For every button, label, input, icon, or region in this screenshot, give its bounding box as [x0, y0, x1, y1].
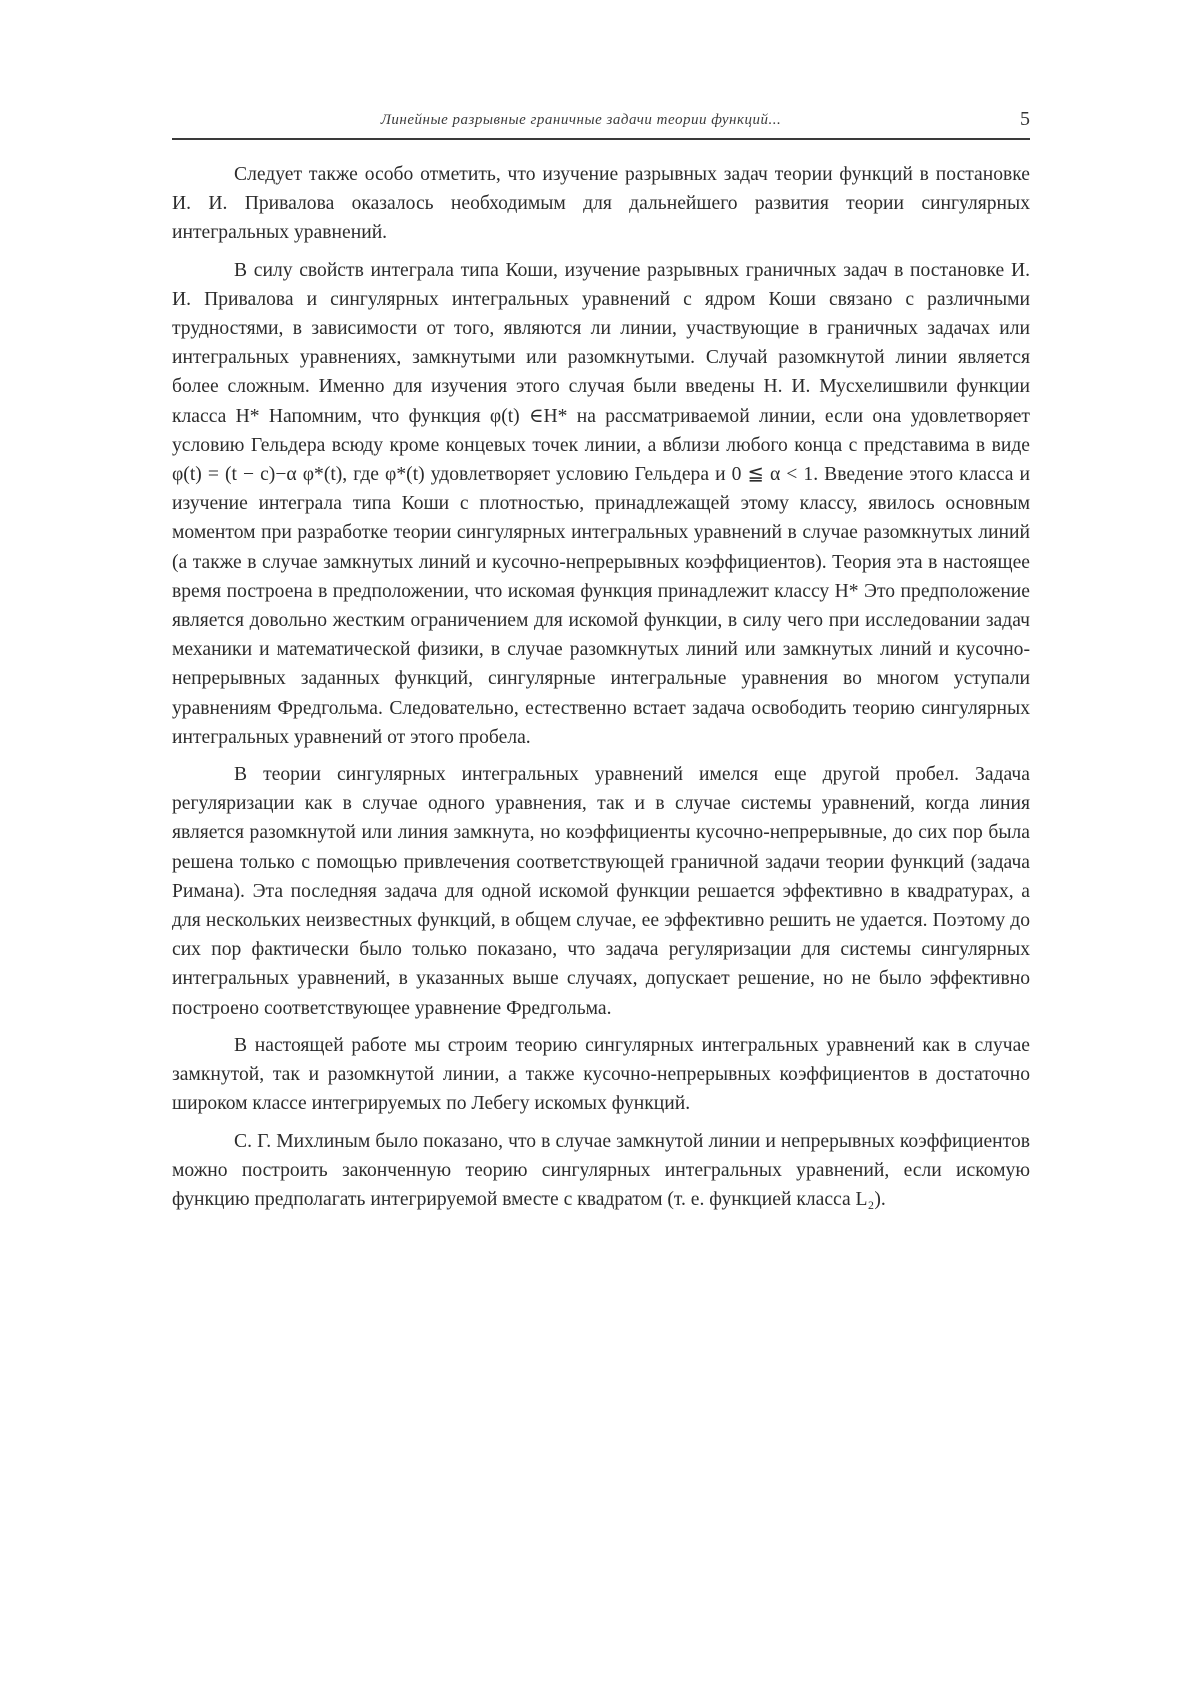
running-header	[172, 110, 1030, 140]
paragraph: В силу свойств интеграла типа Коши, изучение разрывных граничных задач в постановке И. И. Привалова и сингулярных интегральных уравнений с ядром Коши связано с различными трудностями, в зависимости от того, являются ли линии, участвующие в граничных задачах или интегральных уравнениях, замкнутыми или разомкнутыми. Случай разомкнутой линии является более сложным. Именно для изучения этого случая были введены Н. И. Мусхелишвили функции класса H* Напомним, что функция φ(t) ∈H* на рассматриваемой линии, если она удовлетворяет условию Гельдера всюду кроме концевых точек линии, а вблизи любого конца c представима в виде φ(t) = (t − c)−α φ*(t), где φ*(t) удовлетворяет условию Гельдера и 0 ≦ α < 1. Введение этого класса и изучение интеграла типа Коши с плотностью, принадлежащей этому классу, явилось основным моментом при разработке теории сингулярных интегральных уравнений в случае разомкнутых линий (а также в случае замкнутых линий и кусочно-непрерывных коэффициентов). Теория эта в настоящее время построена в предположении, что искомая функция принадлежит классу H* Это предположение является довольно жестким ограничением для искомой функции, в силу чего при исследовании задач механики и математической физики, в случае разомкнутых линий или замкнутых линий и кусочно-непрерывных заданных функций, сингулярные интегральные уравнения во многом уступали уравнениям Фредгольма. Следовательно, естественно встает задача освободить теорию сингулярных интегральных уравнений от этого пробела.	[172, 259, 1030, 748]
paragraph: Следует также особо отметить, что изучение разрывных задач теории функций в постановке И. И. Привалова оказалось необходимым для дальнейшего развития теории сингулярных интегральных уравнений.	[172, 164, 1030, 244]
running-title: Линейные разрывные граничные задачи теории функций...	[380, 112, 782, 128]
page-number: 5	[1020, 108, 1030, 130]
paragraph: В теории сингулярных интегральных уравнений имелся еще другой пробел. Задача регуляризации как в случае одного уравнения, так и в случае системы уравнений, когда линия является разомкнутой или линия замкнута, но коэффициенты кусочно-непрерывные, до сих пор была решена только с помощью привлечения соответствующей граничной задачи теории функций (задача Римана). Эта последняя задача для одной искомой функции решается эффективно в квадратурах, а для нескольких неизвестных функций, в общем случае, ее эффективно решить не удается. Поэтому до сих пор фактически было только показано, что задача регуляризации для системы сингулярных интегральных уравнений, в указанных выше случаях, допускает решение, но не было эффективно построено соответствующее уравнение Фредгольма.	[172, 764, 1030, 1019]
body-text	[172, 160, 1030, 1214]
paragraph: В настоящей работе мы строим теорию сингулярных интегральных уравнений как в случае замкнутой, так и разомкнутой линии, а также кусочно-непрерывных коэффициентов в достаточно широком классе интегрируемых по Лебегу искомых функций.	[172, 1034, 1030, 1115]
paragraph: С. Г. Михлиным было показано, что в случае замкнутой линии и непрерывных коэффициентов можно построить законченную теорию сингулярных интегральных уравнений, если искомую функцию предполагать интегрируемой вместе с квадратом (т. е. функцией класса L₂).	[172, 1130, 1030, 1210]
